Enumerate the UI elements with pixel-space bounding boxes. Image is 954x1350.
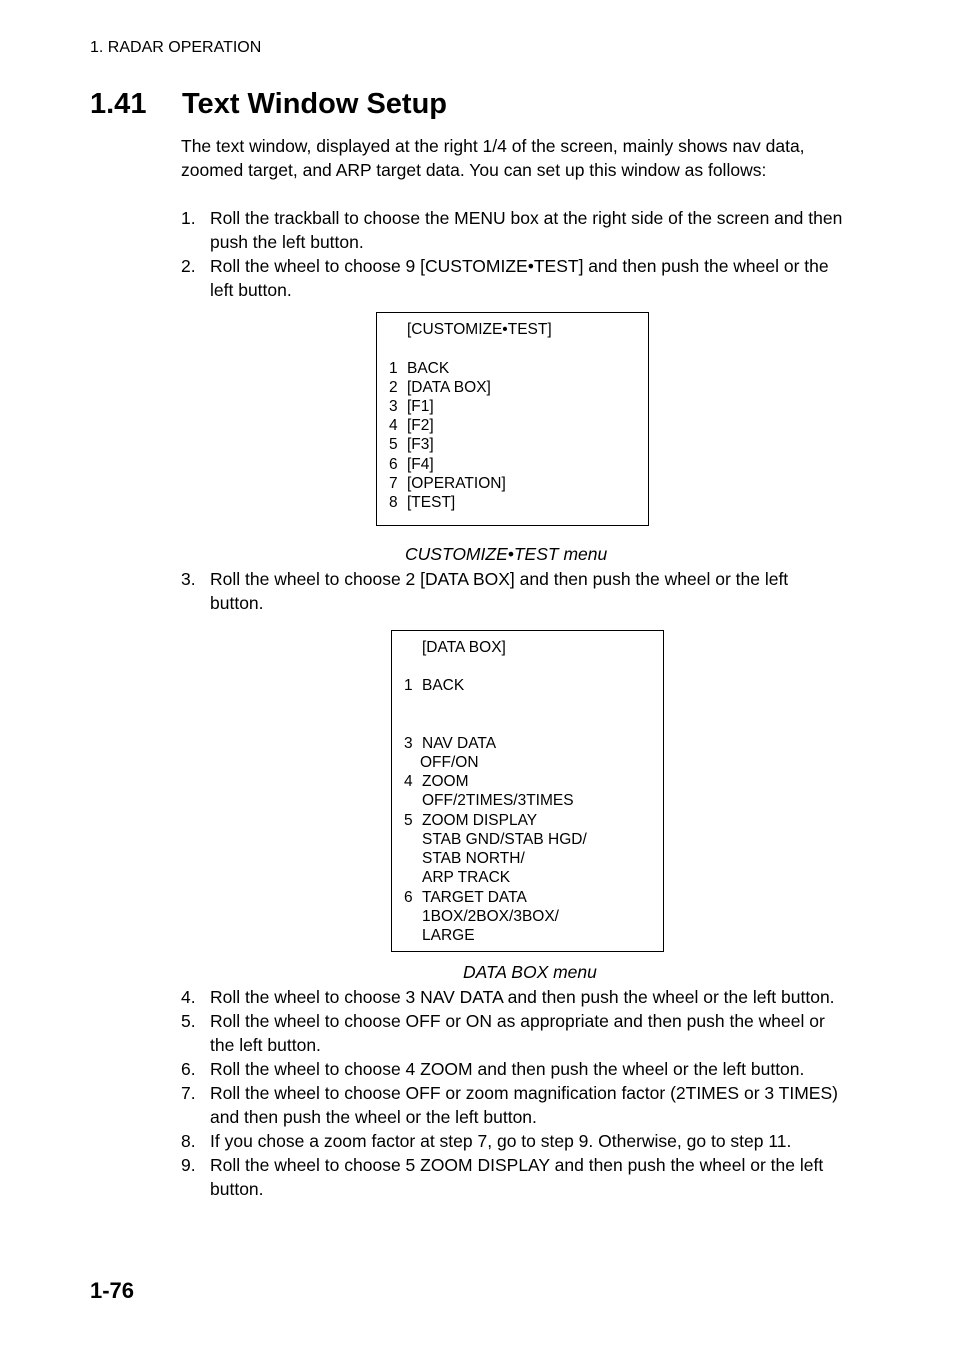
menu-item-number: 6 xyxy=(389,456,398,473)
menu-item-number: 3 xyxy=(389,398,398,415)
menu-title: [CUSTOMIZE•TEST] xyxy=(407,321,552,338)
step-item xyxy=(181,1129,846,1153)
menu-item-data-box: [DATA BOX] xyxy=(407,379,491,396)
step-number: 5. xyxy=(181,1011,196,1031)
step-text: Roll the wheel to choose 2 [DATA BOX] and then push the wheel or the left button. xyxy=(210,569,789,613)
section-number: 1.41 xyxy=(90,88,147,120)
step-text: Roll the wheel to choose 9 [CUSTOMIZE•TEST] and then push the wheel or the left button. xyxy=(210,256,829,300)
step-item xyxy=(181,1081,846,1129)
step-number: 9. xyxy=(181,1155,196,1175)
step-number: 2. xyxy=(181,256,196,276)
step-number: 8. xyxy=(181,1131,196,1151)
step-item xyxy=(181,567,846,615)
step-number: 4. xyxy=(181,987,196,1007)
customize-test-menu-box xyxy=(376,312,649,526)
running-header: 1. RADAR OPERATION xyxy=(90,39,262,56)
step-number: 1. xyxy=(181,208,196,228)
page-number: 1-76 xyxy=(90,1278,135,1303)
menu-item-nav-data: NAV DATA xyxy=(422,735,497,752)
menu-item-f2: [F2] xyxy=(407,417,434,434)
step-item xyxy=(181,1057,846,1081)
step-text: Roll the wheel to choose 3 NAV DATA and then push the wheel or the left button. xyxy=(210,987,835,1007)
menu-item-zoom: ZOOM xyxy=(422,773,469,790)
menu-item-options: ARP TRACK xyxy=(422,869,511,886)
menu-item-f4: [F4] xyxy=(407,456,434,473)
menu-item-options: OFF/ON xyxy=(420,754,479,771)
data-box-menu-box xyxy=(391,630,664,952)
menu-item-options: 1BOX/2BOX/3BOX/ xyxy=(422,908,559,925)
menu-item-number: 4 xyxy=(389,417,398,434)
menu-item-number: 2 xyxy=(389,379,398,396)
step-number: 7. xyxy=(181,1083,196,1103)
menu-item-number: 7 xyxy=(389,475,398,492)
step-text: Roll the wheel to choose 4 ZOOM and then push the wheel or the left button. xyxy=(210,1059,805,1079)
steps-list-1 xyxy=(181,206,846,302)
step-text: Roll the wheel to choose OFF or ON as appropriate and then push the wheel or the left button. xyxy=(210,1011,825,1055)
menu-item-number: 6 xyxy=(404,889,413,906)
section-title xyxy=(90,88,447,121)
step-number: 3. xyxy=(181,569,196,589)
menu-item-number: 1 xyxy=(404,677,413,694)
step-item xyxy=(181,1009,846,1057)
steps-list-2 xyxy=(181,567,846,615)
menu-item-f3: [F3] xyxy=(407,436,434,453)
step-text: Roll the wheel to choose 5 ZOOM DISPLAY and then push the wheel or the left button. xyxy=(210,1155,824,1199)
step-item xyxy=(181,1153,846,1201)
menu-item-number: 3 xyxy=(404,735,413,752)
menu-item-number: 5 xyxy=(404,812,413,829)
section-title-text: Text Window Setup xyxy=(182,88,448,120)
menu-item-number: 5 xyxy=(389,436,398,453)
customize-menu-caption: CUSTOMIZE•TEST menu xyxy=(405,544,608,564)
menu-item-number: 4 xyxy=(404,773,413,790)
menu-item-zoom-display: ZOOM DISPLAY xyxy=(422,812,538,829)
data-box-menu-caption: DATA BOX menu xyxy=(463,962,597,982)
menu-item-number: 8 xyxy=(389,494,398,511)
menu-item-back: BACK xyxy=(407,360,450,377)
steps-list-3 xyxy=(181,985,846,1201)
menu-item-options: STAB GND/STAB HGD/ xyxy=(422,831,587,848)
menu-item-test: [TEST] xyxy=(407,494,456,511)
menu-item-f1: [F1] xyxy=(407,398,434,415)
menu-item-options: LARGE xyxy=(422,927,475,944)
step-text: Roll the trackball to choose the MENU box at the right side of the screen and then push the left button. xyxy=(210,208,843,252)
menu-item-target-data: TARGET DATA xyxy=(422,889,527,906)
menu-item-number: 1 xyxy=(389,360,398,377)
menu-item-operation: [OPERATION] xyxy=(407,475,506,492)
step-text: Roll the wheel to choose OFF or zoom magnification factor (2TIMES or 3 TIMES) and then push the wheel or the left button. xyxy=(210,1083,838,1127)
menu-item-options: OFF/2TIMES/3TIMES xyxy=(422,792,574,809)
intro-paragraph: The text window, displayed at the right 1/4 of the screen, mainly shows nav data, zoomed target, and ARP target data. You can set up this window as follows: xyxy=(181,136,805,180)
step-number: 6. xyxy=(181,1059,196,1079)
step-item xyxy=(181,254,846,302)
step-text: If you chose a zoom factor at step 7, go to step 9. Otherwise, go to step 11. xyxy=(210,1131,792,1151)
menu-item-back: BACK xyxy=(422,677,465,694)
step-item xyxy=(181,985,846,1009)
menu-item-options: STAB NORTH/ xyxy=(422,850,525,867)
step-item xyxy=(181,206,846,254)
menu-title: [DATA BOX] xyxy=(422,639,506,656)
